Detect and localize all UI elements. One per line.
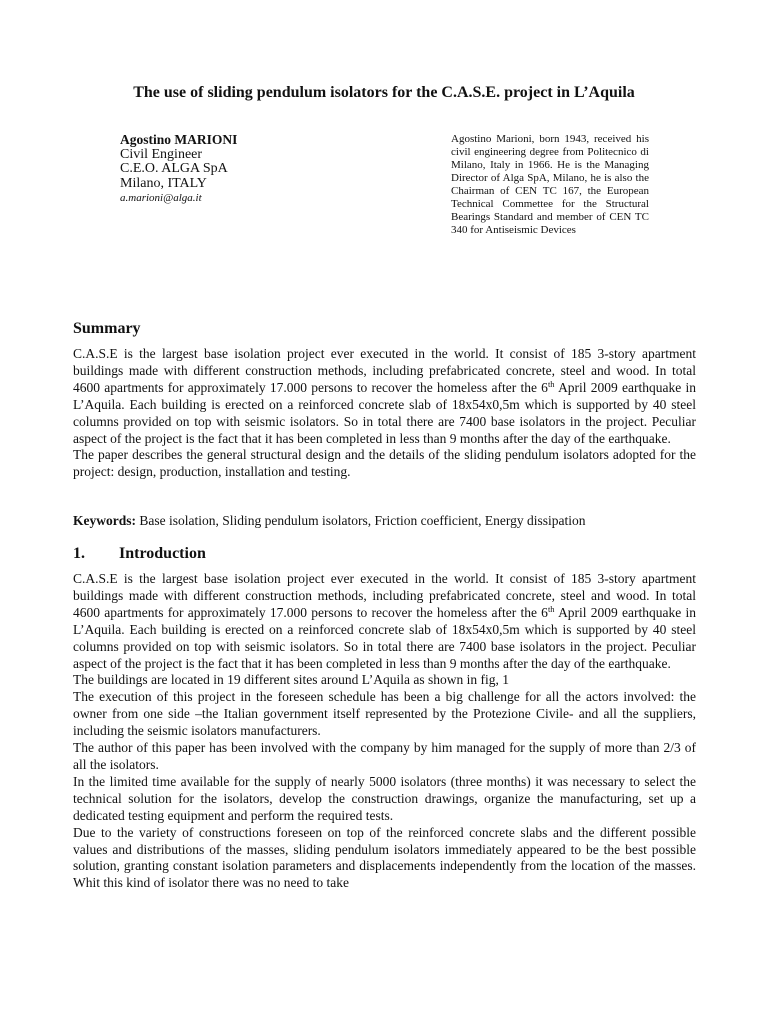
keywords-text: Base isolation, Sliding pendulum isolators, Friction coefficient, Energy dissipation [136, 513, 586, 528]
intro-section-number: 1. [73, 545, 85, 562]
intro-paragraph-4: The author of this paper has been involved with the company by him managed for the supply of more than 2/3 of all the isolators. [73, 740, 696, 772]
author-role: Civil Engineer [120, 146, 203, 162]
author-name: Agostino MARIONI [120, 132, 238, 147]
intro-paragraph-6: Due to the variety of constructions foreseen on top of the reinforced concrete slabs and the different possible values and distributions of the masses, sliding pendulum isolators immediately appeared to be the best possible solution, granting constant isolation parameters and displacements independently from the location of the masses. Whit this kind of isolator there was no need to take [73, 824, 696, 891]
author-email: a.marioni@alga.it [120, 192, 202, 204]
author-bio: Agostino Marioni, born 1943, received his civil engineering degree from Politecnico di Milano, Italy in 1966. He is the Managing Director of Alga SpA, Milano, he is also the Chairman of CEN TC 167, the European Technical Commettee for the Structural Bearings Standard and member of CEN TC 340 for Antiseismic Devices [451, 133, 649, 236]
author-block [120, 133, 237, 206]
author-position: C.E.O. ALGA SpA [120, 161, 228, 176]
summary-heading: Summary [73, 320, 141, 337]
intro-paragraph-1: C.A.S.E is the largest base isolation project ever executed in the world. It consist of 185 3-story apartment buildings made with different construction methods, including prefabricated concrete, steel and wood. In total 4600 apartments for approximately 17.000 persons to recover the homeless after the 6th April 2009 earthquake in L’Aquila. Each building is erected on a reinforced concrete slab of 18x54x0,5m which is supported by 40 steel columns provided on top with seismic isolators. So in total there are 7400 base isolators in the project. Peculiar aspect of the project is the fact that it has been completed in less than 9 months after the day of the earthquake. [73, 571, 697, 671]
intro-paragraph-3: The execution of this project in the foreseen schedule has been a big challenge for all the actors involved: the owner from one side –the Italian government itself represented by the Protezione Civile- and all the suppliers, including the seismic isolators manufacturers. [73, 689, 696, 739]
intro-section-title: Introduction [119, 545, 206, 562]
author-location: Milano, ITALY [120, 175, 207, 191]
keywords-label: Keywords: [73, 513, 136, 528]
intro-body [73, 571, 696, 892]
paper-title: The use of sliding pendulum isolators for the C.A.S.E. project in L’Aquila [133, 84, 635, 101]
keywords-line [73, 513, 696, 530]
summary-paragraph-1: C.A.S.E is the largest base isolation project ever executed in the world. It consist of 185 3-story apartment buildings made with different construction methods, including prefabricated concrete, steel and wood. In total 4600 apartments for approximately 17.000 persons to recover the homeless after the 6th April 2009 earthquake in L’Aquila. Each building is erected on a reinforced concrete slab of 18x54x0,5m which is supported by 40 steel columns provided on top with seismic isolators. So in total there are 7400 base isolators in the project. Peculiar aspect of the project is the fact that it has been completed in less than 9 months after the day of the earthquake. [73, 346, 697, 446]
intro-paragraph-2: The buildings are located in 19 different sites around L’Aquila as shown in fig, 1 [73, 672, 510, 688]
intro-paragraph-5: In the limited time available for the supply of nearly 5000 isolators (three months) it was necessary to select the technical solution for the isolators, develop the construction drawings, organize the manufacturing, set up a dedicated testing equipment and perform the required tests. [73, 773, 696, 823]
summary-paragraph-2: The paper describes the general structural design and the details of the sliding pendulum isolators adopted for the project: design, production, installation and testing. [73, 447, 696, 480]
intro-heading [73, 545, 206, 563]
summary-body [73, 346, 696, 481]
